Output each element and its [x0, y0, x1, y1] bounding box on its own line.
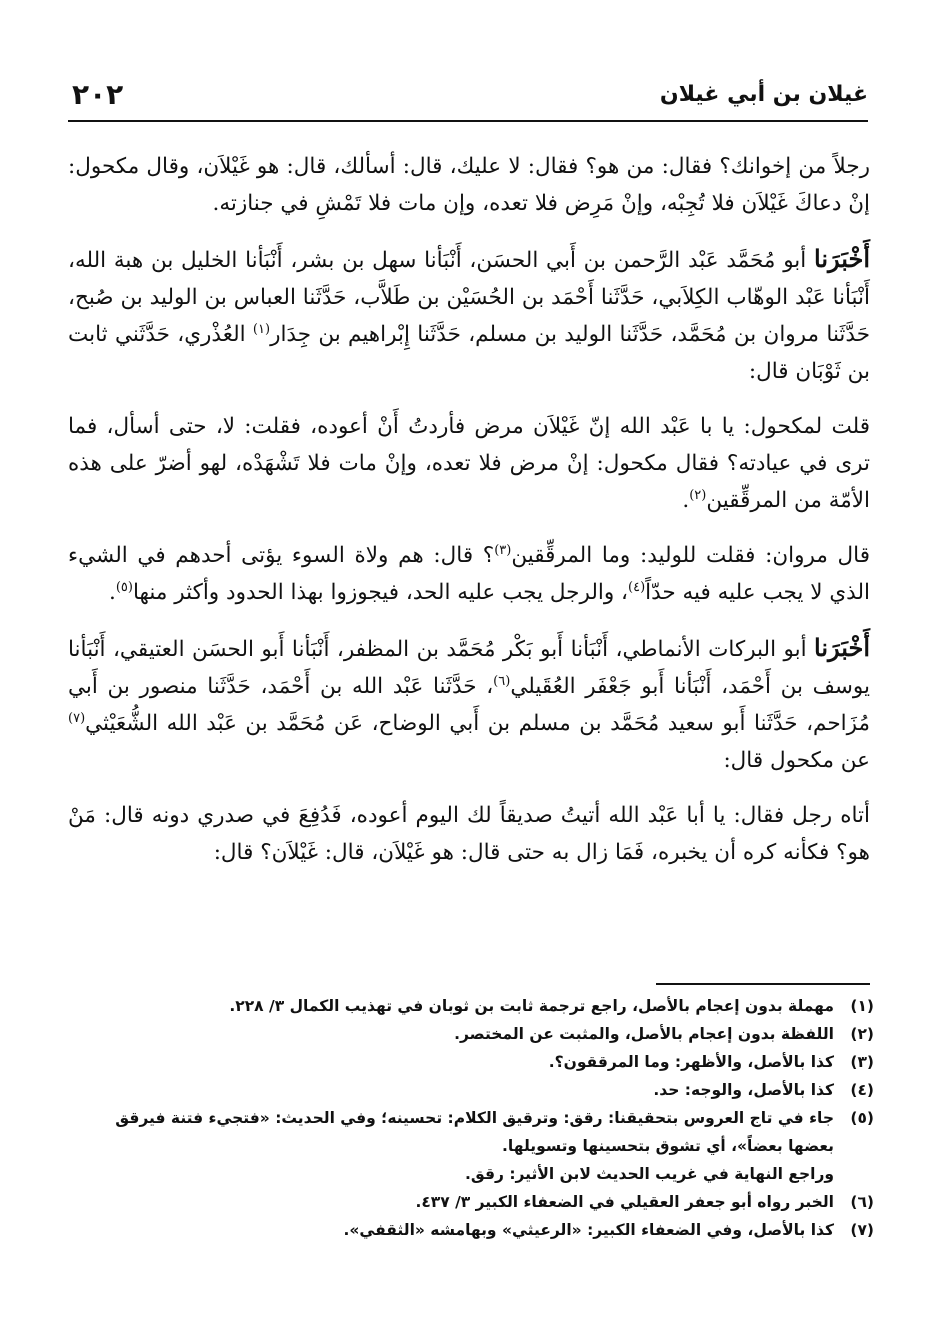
- footnote-ref: (٧): [68, 710, 86, 726]
- footnote-text: كذا بالأصل، والوجه: حد.: [653, 1081, 834, 1099]
- footnote-text: كذا بالأصل، وفي الضعفاء الكبير: «الرعيثي» وبهامشه «الثقفي».: [343, 1221, 834, 1239]
- footnote-number: (٧): [850, 1221, 874, 1239]
- footnote-number: (٥): [850, 1109, 874, 1127]
- footnote-number: (٢): [850, 1025, 874, 1043]
- main-text: [68, 148, 870, 889]
- paragraph: قال مروان: فقلت للوليد: وما المرقِّقين$^{(٣)}$؟ قال: هم ولاة السوء يؤتى أحدهم في الشيء الذي لا يجب عليه فيه حدّاً$^{(٤)}$، والرجل يجب عليه الحد، فيجوزوا بهذا الحدود وأكثر منها$^{(٥)}$.: [68, 542, 870, 605]
- footnote-text: مهملة بدون إعجام بالأصل، راجع ترجمة ثابت بن ثوبان في تهذيب الكمال ٣/ ٢٢٨.: [229, 997, 834, 1015]
- footnote-number: (٤): [850, 1081, 874, 1099]
- footnote: [68, 1048, 874, 1076]
- page-header: [68, 72, 868, 122]
- isnad-lead: أَخْبَرَنا: [814, 244, 870, 273]
- running-title: غيلان بن أبي غيلان: [659, 82, 868, 107]
- paragraph: أَخْبَرَنا أبو البركات الأنماطي، أَنْبَأنا أَبو بَكْر مُحَمَّد بن المظفر، أَنْبَأنا أَبو الحسَن العتيقي، أَنْبَأنا يوسف بن أَحْمَد، أَنْبَأنا أَبو جَعْفَر العُقَيلي$^{(٦)}$، حَدَّثَنا عَبْد الله بن أَحْمَد، حَدَّثَنا منصور بن أَبي مُزَاحم، حَدَّثَنا أَبو سعيد مُحَمَّد بن مسلم بن أَبي الوضاح، عَن مُحَمَّد بن عَبْد الله الشُّعَيْثي$^{(٧)}$ عن مكحول قال:: [68, 633, 870, 773]
- footnote-ref: (١): [252, 321, 271, 337]
- footnote: [68, 992, 874, 1020]
- footnote-ref: (٤): [628, 579, 646, 595]
- footnote-ref: (٦): [493, 673, 511, 689]
- footnote-ref: (٥): [115, 579, 133, 595]
- footnote-text: الخبر رواه أبو جعفر العقيلي في الضعفاء الكبير ٣/ ٤٣٧.: [415, 1193, 834, 1211]
- paragraph: أتاه رجل فقال: يا أبا عَبْد الله أتيتُ صديقاً لك اليوم أعوده، فَدُفِعَ في صدري دونه قال: مَنْ هو؟ فكأنه كره أن يخبره، فَمَا زال به حتى قال: هو غَيْلاَن، قال: غَيْلاَن؟ قال:: [68, 803, 870, 865]
- paragraph: قلت لمكحول: يا با عَبْد الله إنّ غَيْلاَن مرض فأردتُ أَنْ أعوده، فقلت: لا، حتى أسأل، فما ترى في عيادته؟ فقال مكحول: إنْ مرض فلا تعده، وإنْ مات فلا تَشْهَدْه، لهو أضرّ على هذه الأمّة من المرقِّقين$^{(٢)}$.: [68, 414, 870, 513]
- footnote-ref: (٢): [689, 487, 707, 503]
- footnote-number: (٦): [850, 1193, 874, 1211]
- footnote: [68, 1104, 874, 1160]
- footnote: [68, 1076, 874, 1104]
- paragraph: أَخْبَرَنا أبو مُحَمَّد عَبْد الرَّحمن بن أَبي الحسَن، أَنْبَأنا سهل بن بشر، أَنْبَأنا الخليل بن هبة الله، أَنْبَأنا عَبْد الوهّاب الكِلاَبي، حَدَّثَنا أَحْمَد بن الحُسَيْن بن طَلاَّب، حَدَّثَنا العباس بن الوليد بن صُبح، حَدَّثَنا مروان بن مُحَمَّد، حَدَّثَنا الوليد بن مسلم، حَدَّثَنا إِبْراهيم بن جِدَار$^{(١)}$ العُذْري، حَدَّثَني ثابت بن ثَوْبَان قال:: [68, 244, 870, 384]
- footnote-number: (٣): [850, 1053, 874, 1071]
- footnote-continuation: وراجع النهاية في غريب الحديث لابن الأثير: رقق.: [465, 1165, 834, 1183]
- footnote-text: اللفظة بدون إعجام بالأصل، والمثبت عن المختصر.: [454, 1025, 834, 1043]
- isnad-lead: أَخْبَرَنا: [814, 633, 870, 662]
- footnote: [68, 1020, 874, 1048]
- footnote: [68, 1188, 874, 1216]
- paragraph: رجلاً من إخوانك؟ فقال: من هو؟ فقال: لا عليك، قال: أسألك، قال: هو غَيْلاَن، وقال مكحول: إنْ دعاكَ غَيْلاَن فلا تُجِبْه، وإنْ مَرِض فلا تعده، وإن مات فلا تَمْشِ في جنازته.: [68, 154, 870, 216]
- page-number: ٢٠٢: [72, 78, 124, 111]
- footnotes: [68, 992, 874, 1244]
- footnote-text: جاء في تاج العروس بتحقيقنا: رقق: وترقيق الكلام: تحسينه؛ وفي الحديث: «فتجيء فتنة فيرقق بعضها بعضاً»، أي تشوق بتحسينها وتسويلها.: [115, 1109, 834, 1155]
- footnote-ref: (٣): [494, 542, 512, 558]
- footnote-text: كذا بالأصل، والأظهر: وما المرققون؟.: [548, 1053, 834, 1071]
- footnote-number: (١): [850, 997, 874, 1015]
- footnote: [68, 1216, 874, 1244]
- footnote-separator: [656, 983, 870, 985]
